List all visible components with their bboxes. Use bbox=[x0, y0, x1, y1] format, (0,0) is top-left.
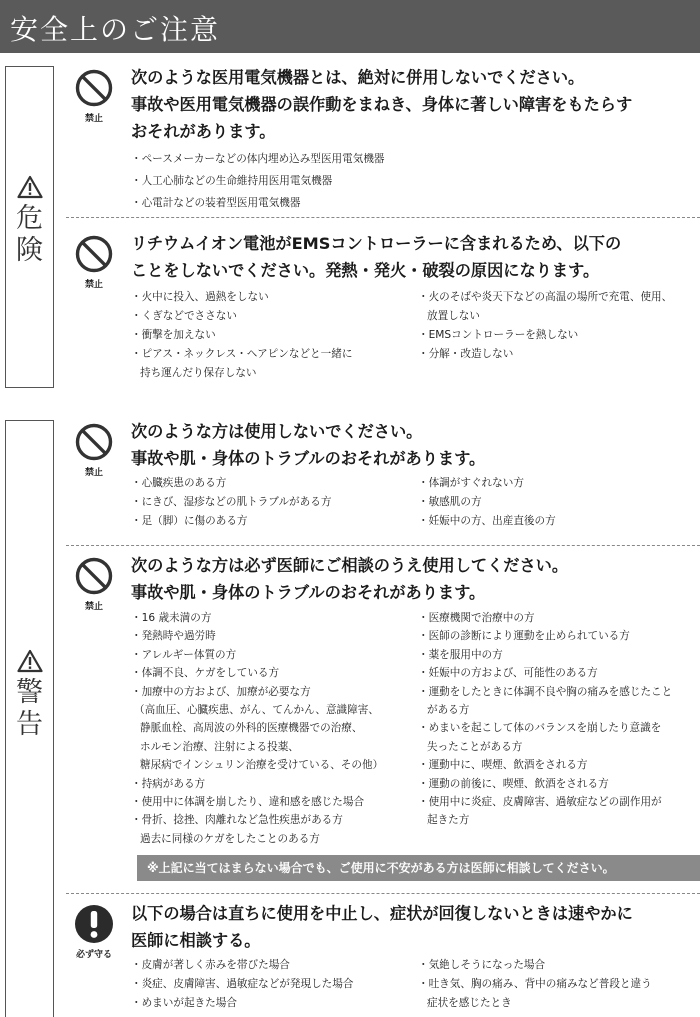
list-item: ・妊娠中の方および、可能性のある方 bbox=[418, 667, 598, 680]
list-item: ・加療中の方および、加療が必要な方 bbox=[131, 685, 311, 698]
list-item: ・火のそばや炎天下などの高温の場所で充電、使用、 bbox=[418, 291, 673, 303]
list-item-continued bbox=[131, 719, 383, 737]
list-item: ・足（脚）に傷のある方 bbox=[131, 515, 248, 527]
danger-block1-list bbox=[131, 148, 385, 214]
prohibition-label: 禁止 bbox=[84, 468, 103, 478]
prohibition-symbol bbox=[66, 556, 122, 612]
list-item: ・衝撃を加えない bbox=[131, 329, 216, 341]
page-header bbox=[0, 0, 700, 53]
section-divider bbox=[66, 217, 700, 218]
danger-block-medical-devices bbox=[66, 64, 700, 209]
warning-block3-right-list bbox=[418, 956, 652, 1013]
prohibition-icon bbox=[74, 68, 114, 108]
exclamation-icon bbox=[74, 904, 114, 944]
prohibition-label: 禁止 bbox=[84, 114, 103, 124]
warning-block2-right-list bbox=[418, 609, 672, 830]
warning-label-char-1: 警 bbox=[16, 677, 43, 708]
danger-block1-heading bbox=[131, 64, 700, 145]
list-item-cont-text: 失ったことがある方 bbox=[427, 740, 523, 753]
list-item: ・運動中に、喫煙、飲酒をされる方 bbox=[418, 759, 588, 772]
warning-label-box bbox=[5, 420, 54, 1017]
heading-line: 次のような方は必ず医師にご相談のうえ使用してください。 bbox=[131, 556, 569, 575]
list-item-continued bbox=[418, 994, 652, 1013]
list-item-cont-text: 糖尿病でインシュリン治療を受けている、その他） bbox=[140, 759, 384, 772]
mandatory-symbol bbox=[66, 904, 122, 960]
list-item: ・めまいが起きた場合 bbox=[131, 997, 237, 1009]
list-item-cont-text: 起きた方 bbox=[427, 814, 470, 827]
list-item: ・くぎなどでささない bbox=[131, 310, 237, 322]
list-item: ・運動をしたときに体調不良や胸の痛みを感じたこと bbox=[418, 685, 673, 698]
list-item-cont-text: 持ち運んだり保存しない bbox=[140, 367, 257, 379]
list-item-cont-text: 過去に同様のケガをしたことのある方 bbox=[140, 832, 320, 845]
prohibition-icon bbox=[74, 422, 114, 462]
prohibition-symbol bbox=[66, 68, 122, 124]
warning-block3-left-list bbox=[131, 956, 353, 1013]
list-item-cont-text: 放置しない bbox=[427, 310, 480, 322]
list-item-continued bbox=[131, 756, 383, 774]
list-item-continued bbox=[418, 811, 672, 829]
heading-line: 以下の場合は直ちに使用を中止し、症状が回復しないときは速やかに bbox=[131, 904, 633, 923]
list-item: ・骨折、捻挫、肉離れなど急性疾患がある方 bbox=[131, 814, 343, 827]
section-divider bbox=[66, 893, 700, 894]
list-item: ・体調がすぐれない方 bbox=[418, 477, 524, 489]
list-item: ・ピアス・ネックレス・ヘアピンなどと一緒に bbox=[131, 348, 353, 360]
list-item: ・敏感肌の方 bbox=[418, 496, 482, 508]
heading-line: リチウムイオン電池がEMSコントローラーに含まれるため、以下の bbox=[131, 234, 622, 253]
list-item: ・人工心肺などの生命維持用医用電気機器 bbox=[131, 175, 333, 187]
heading-line: 事故や医用電気機器の誤作動をまねき、身体に著しい障害をもたらす bbox=[131, 95, 633, 114]
mandatory-label: 必ず守る bbox=[75, 950, 112, 960]
heading-line: 事故や肌・身体のトラブルのおそれがあります。 bbox=[131, 583, 486, 602]
list-item: ・運動の前後に、喫煙、飲酒をされる方 bbox=[418, 777, 609, 790]
prohibition-symbol bbox=[66, 422, 122, 478]
warning-block1-right-list bbox=[418, 474, 556, 531]
list-item: ・医療機関で治療中の方 bbox=[418, 612, 535, 624]
list-item-continued bbox=[418, 701, 672, 719]
warning-label-char-2: 告 bbox=[16, 709, 43, 740]
warning-block-consult-doctor bbox=[66, 552, 700, 852]
consult-doctor-note: ※上記に当てはまらない場合でも、ご使用に不安がある方は医師に相談してください。 bbox=[137, 855, 700, 881]
heading-line: 次のような医用電気機器とは、絶対に併用しないでください。 bbox=[131, 68, 585, 87]
list-item: ・体調不良、ケガをしている方 bbox=[131, 667, 280, 680]
warning-block-do-not-use bbox=[66, 418, 700, 536]
list-item: ・ペースメーカーなどの体内埋め込み型医用電気機器 bbox=[131, 153, 385, 165]
list-item: ・EMSコントローラーを熱しない bbox=[418, 329, 579, 341]
list-item: ・使用中に炎症、皮膚障害、過敏症などの副作用が bbox=[418, 796, 662, 809]
list-item: ・炎症、皮膚障害、過敏症などが発現した場合 bbox=[131, 978, 354, 990]
prohibition-label: 禁止 bbox=[84, 602, 103, 612]
danger-block2-heading bbox=[131, 230, 700, 284]
list-item: ・医師の診断により運動を止められている方 bbox=[418, 630, 630, 643]
list-item-cont-text: 症状を感じたとき bbox=[427, 997, 512, 1009]
list-item: ・火中に投入、過熱をしない bbox=[131, 291, 269, 303]
prohibition-icon bbox=[74, 556, 114, 596]
danger-label-box bbox=[5, 66, 54, 388]
list-item: ・使用中に体調を崩したり、違和感を感じた場合 bbox=[131, 796, 365, 809]
list-item: ・アレルギー体質の方 bbox=[131, 648, 237, 661]
list-item: ・吐き気、胸の痛み、背中の痛みなど普段と違う bbox=[418, 978, 652, 990]
list-item: ・分解・改造しない bbox=[418, 348, 514, 360]
list-item-cont-text: 静脈血栓、高周波の外科的医療機器での治療、 bbox=[140, 722, 363, 735]
list-item-cont-text: （高血圧、心臓疾患、がん、てんかん、意識障害、 bbox=[134, 704, 379, 717]
list-item: ・16 歳未満の方 bbox=[131, 612, 212, 624]
list-item: ・心電計などの装着型医用電気機器 bbox=[131, 197, 301, 209]
warning-block-stop-use bbox=[66, 900, 700, 1016]
danger-label-char-2: 険 bbox=[16, 235, 43, 266]
danger-block2-right-list bbox=[418, 288, 672, 364]
list-item: ・気絶しそうになった場合 bbox=[418, 959, 546, 971]
list-item-cont-text: がある方 bbox=[427, 704, 470, 717]
list-item-continued bbox=[418, 738, 672, 756]
prohibition-symbol bbox=[66, 234, 122, 290]
page-title: 安全上のご注意 bbox=[10, 13, 221, 46]
danger-block2-left-list bbox=[131, 288, 352, 383]
list-item-continued bbox=[418, 307, 672, 326]
list-item: ・持病がある方 bbox=[131, 777, 206, 790]
list-item: ・皮膚が著しく赤みを帯びた場合 bbox=[131, 959, 290, 971]
warning-block2-heading bbox=[131, 552, 700, 606]
list-item: ・薬を服用中の方 bbox=[418, 648, 503, 661]
heading-line: おそれがあります。 bbox=[131, 122, 276, 141]
warning-block3-heading bbox=[131, 900, 700, 954]
danger-label-char-1: 危 bbox=[16, 203, 43, 234]
list-item-cont-text: ホルモン治療、注射による投薬、 bbox=[140, 740, 299, 753]
list-item-continued bbox=[131, 701, 383, 719]
heading-line: 医師に相談する。 bbox=[131, 931, 261, 950]
list-item-continued bbox=[131, 364, 352, 383]
list-item: ・心臓疾患のある方 bbox=[131, 477, 227, 489]
warning-block2-left-list bbox=[131, 609, 383, 848]
list-item: ・発熱時や過労時 bbox=[131, 630, 216, 643]
heading-line: ことをしないでください。発熱・発火・破裂の原因になります。 bbox=[131, 261, 600, 280]
warning-triangle-icon bbox=[17, 175, 43, 199]
list-item: ・妊娠中の方、出産直後の方 bbox=[418, 515, 556, 527]
warning-block1-left-list bbox=[131, 474, 331, 531]
heading-line: 事故や肌・身体のトラブルのおそれがあります。 bbox=[131, 449, 486, 468]
heading-line: 次のような方は使用しないでください。 bbox=[131, 422, 423, 441]
warning-block1-heading bbox=[131, 418, 700, 472]
list-item-continued bbox=[131, 738, 383, 756]
prohibition-icon bbox=[74, 234, 114, 274]
section-divider bbox=[66, 545, 700, 546]
warning-triangle-icon bbox=[17, 649, 43, 673]
list-item: ・めまいを起こして体のバランスを崩したり意識を bbox=[418, 722, 662, 735]
danger-block-battery bbox=[66, 230, 700, 380]
prohibition-label: 禁止 bbox=[84, 280, 103, 290]
list-item-continued bbox=[131, 830, 383, 848]
list-item: ・にきび、湿疹などの肌トラブルがある方 bbox=[131, 496, 332, 508]
